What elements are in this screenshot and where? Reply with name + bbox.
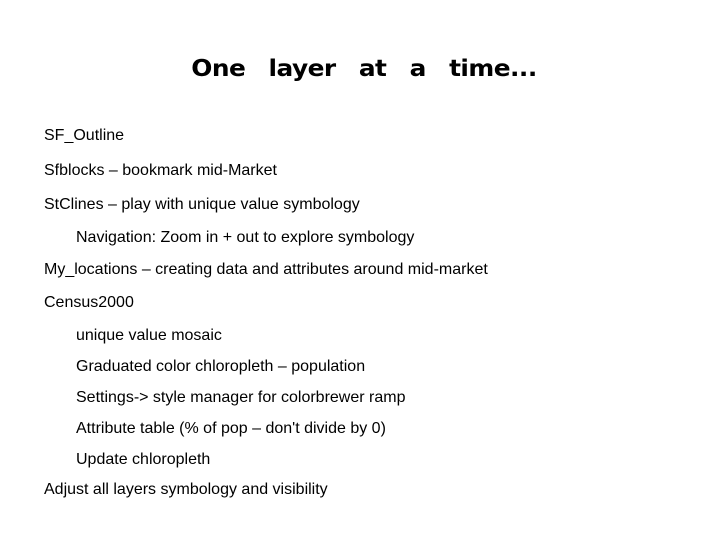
bullet-item: Census2000 (44, 294, 134, 311)
sub-bullet-item: Update chloropleth (76, 451, 211, 468)
sub-bullet-item: Navigation: Zoom in + out to explore symbology (76, 229, 415, 246)
sub-bullet-item: Settings-> style manager for colorbrewer ramp (76, 389, 406, 406)
sub-bullet-item: unique value mosaic (76, 327, 222, 344)
sub-bullet-item: Graduated color chloropleth – population (76, 358, 366, 375)
bullet-item: StClines – play with unique value symbology (44, 196, 360, 213)
sub-bullet-item: Attribute table (% of pop – don't divide by 0) (76, 420, 386, 437)
bullet-item: My_locations – creating data and attributes around mid-market (44, 261, 488, 278)
bullet-item: SF_Outline (44, 127, 125, 144)
bullet-item: Adjust all layers symbology and visibility (44, 481, 328, 498)
slide-title: One layer at a time... (191, 56, 537, 82)
bullet-item: Sfblocks – bookmark mid-Market (44, 162, 277, 179)
